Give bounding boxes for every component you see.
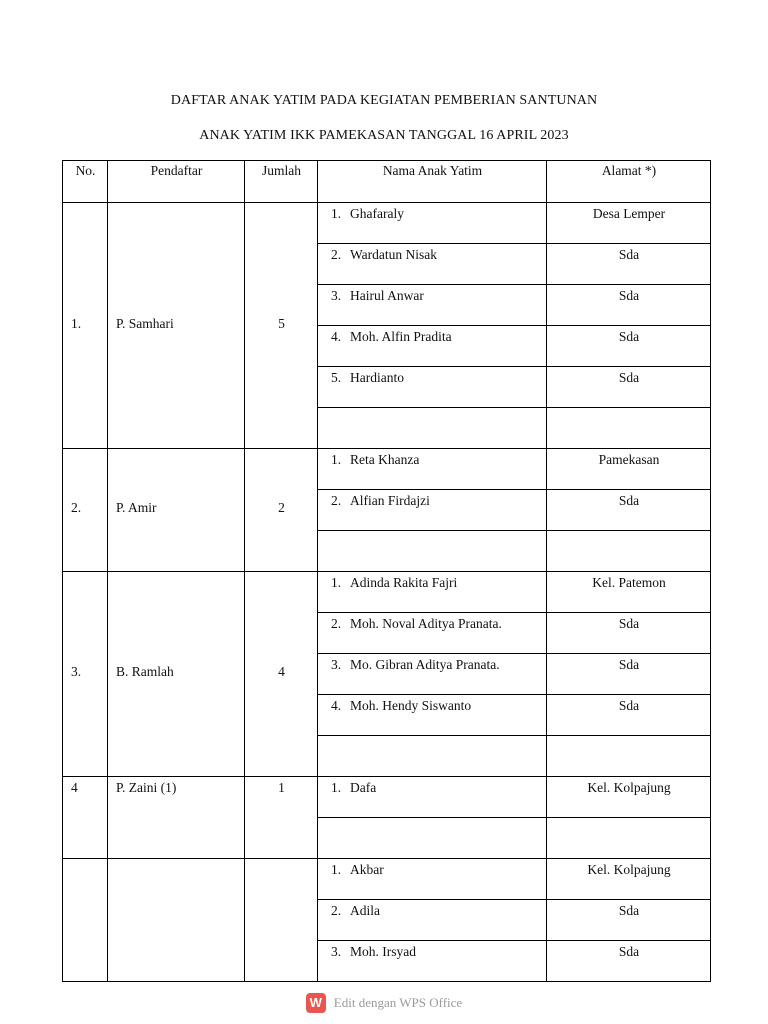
table-row (63, 572, 711, 613)
child-name: Adinda Rakita Fajri (350, 575, 458, 590)
child-alamat: Sda (618, 616, 640, 631)
group-pendaftar (108, 859, 244, 861)
header-nama-anak-label: Nama Anak Yatim (382, 163, 483, 178)
empty-alamat-cell (547, 408, 711, 449)
group-no: 3. (71, 664, 82, 679)
child-alamat: Sda (618, 698, 640, 713)
child-alamat-cell (547, 326, 711, 367)
child-alamat-cell (547, 572, 711, 613)
child-name-cell (318, 244, 547, 285)
group-pendaftar: P. Zaini (1) (116, 780, 177, 795)
child-alamat: Desa Lemper (592, 206, 666, 221)
group-jumlah-cell (245, 777, 318, 859)
group-jumlah: 5 (278, 315, 285, 331)
empty-alamat-cell (547, 736, 711, 777)
child-number: 2. (331, 903, 342, 918)
group-no: 4 (71, 780, 78, 795)
document-title: DAFTAR ANAK YATIM PADA KEGIATAN PEMBERIAN SANTUNAN (170, 93, 598, 108)
empty-name-cell (318, 818, 547, 859)
child-alamat-cell (547, 367, 711, 408)
group-no-cell (63, 572, 108, 777)
child-alamat-cell (547, 654, 711, 695)
child-number: 3. (331, 944, 342, 959)
child-name-cell (318, 900, 547, 941)
header-no (63, 161, 108, 203)
child-alamat-cell (547, 490, 711, 531)
empty-alamat-cell (547, 531, 711, 572)
table-row (63, 859, 711, 900)
child-alamat: Sda (618, 288, 640, 303)
child-alamat-cell (547, 285, 711, 326)
group-pendaftar-cell (108, 572, 245, 777)
child-name-cell (318, 777, 547, 818)
child-number: 5. (331, 370, 342, 385)
child-name: Hardianto (350, 370, 404, 385)
child-name: Alfian Firdajzi (350, 493, 430, 508)
group-pendaftar-cell (108, 449, 245, 572)
child-name-cell (318, 490, 547, 531)
table-row (63, 203, 711, 244)
child-number: 2. (331, 493, 342, 508)
group-jumlah-cell (245, 449, 318, 572)
header-alamat-label: Alamat *) (601, 163, 657, 178)
child-name-cell (318, 859, 547, 900)
table-row (63, 777, 711, 818)
child-name-cell (318, 367, 547, 408)
child-alamat: Sda (618, 370, 640, 385)
empty-alamat-cell (547, 818, 711, 859)
child-number: 1. (331, 862, 342, 877)
child-name: Dafa (350, 780, 377, 795)
child-name-cell (318, 449, 547, 490)
header-jumlah-label: Jumlah (262, 163, 301, 178)
child-name-cell (318, 326, 547, 367)
child-name-cell (318, 654, 547, 695)
wps-footer-text: Edit dengan WPS Office (333, 995, 463, 1010)
child-alamat: Sda (618, 329, 640, 344)
child-name: Mo. Gibran Aditya Pranata. (350, 657, 500, 672)
child-name: Wardatun Nisak (350, 247, 438, 262)
child-alamat: Pamekasan (598, 452, 660, 467)
child-alamat-cell (547, 941, 711, 982)
child-alamat: Kel. Patemon (592, 575, 666, 590)
wps-office-icon: W (306, 993, 326, 1013)
child-alamat: Kel. Kolpajung (587, 862, 671, 877)
child-number: 1. (331, 780, 342, 795)
child-name: Moh. Irsyad (350, 944, 416, 959)
child-name: Moh. Alfin Pradita (350, 329, 452, 344)
child-alamat: Sda (618, 657, 640, 672)
child-alamat-cell (547, 449, 711, 490)
child-number: 1. (331, 206, 342, 221)
group-no: 2. (71, 500, 82, 515)
table-row (63, 449, 711, 490)
table-header-row (63, 161, 711, 203)
child-number: 4. (331, 698, 342, 713)
group-no: 1. (71, 315, 82, 331)
header-pendaftar (108, 161, 245, 203)
empty-name-cell (318, 408, 547, 449)
group-jumlah: 4 (278, 664, 285, 679)
child-number: 1. (331, 575, 342, 590)
group-jumlah (245, 859, 317, 861)
child-number: 3. (331, 288, 342, 303)
group-no-cell (63, 777, 108, 859)
child-name: Hairul Anwar (350, 288, 424, 303)
header-jumlah (245, 161, 318, 203)
child-name: Reta Khanza (350, 452, 420, 467)
group-pendaftar-cell (108, 859, 245, 982)
group-pendaftar: P. Samhari (116, 315, 174, 331)
empty-name-cell (318, 531, 547, 572)
group-no-cell (63, 449, 108, 572)
group-pendaftar-cell (108, 777, 245, 859)
child-number: 3. (331, 657, 342, 672)
group-jumlah: 1 (278, 780, 285, 795)
child-name: Moh. Hendy Siswanto (350, 698, 472, 713)
group-no (63, 859, 107, 861)
child-alamat-cell (547, 777, 711, 818)
child-alamat-cell (547, 859, 711, 900)
child-number: 2. (331, 616, 342, 631)
child-name-cell (318, 941, 547, 982)
child-name-cell (318, 695, 547, 736)
child-name-cell (318, 613, 547, 654)
header-pendaftar-label: Pendaftar (150, 163, 203, 178)
child-number: 2. (331, 247, 342, 262)
header-nama-anak (318, 161, 547, 203)
child-alamat: Sda (618, 247, 640, 262)
group-no-cell (63, 203, 108, 449)
group-jumlah-cell (245, 203, 318, 449)
child-name-cell (318, 285, 547, 326)
child-name: Ghafaraly (350, 206, 404, 221)
group-pendaftar: P. Amir (116, 500, 157, 515)
child-number: 1. (331, 452, 342, 467)
child-alamat: Sda (618, 493, 640, 508)
child-number: 4. (331, 329, 342, 344)
group-no-cell (63, 859, 108, 982)
empty-name-cell (318, 736, 547, 777)
header-no-label: No. (75, 163, 96, 178)
child-name-cell (318, 572, 547, 613)
child-alamat-cell (547, 900, 711, 941)
group-jumlah: 2 (278, 500, 285, 515)
group-jumlah-cell (245, 572, 318, 777)
child-name: Akbar (350, 862, 384, 877)
child-name-cell (318, 203, 547, 244)
child-alamat-cell (547, 244, 711, 285)
child-alamat-cell (547, 203, 711, 244)
header-alamat (547, 161, 711, 203)
group-pendaftar-cell (108, 203, 245, 449)
child-name: Adila (350, 903, 380, 918)
child-name: Moh. Noval Aditya Pranata. (350, 616, 502, 631)
group-jumlah-cell (245, 859, 318, 982)
child-alamat: Kel. Kolpajung (587, 780, 671, 795)
wps-footer[interactable] (0, 993, 768, 1013)
document-subtitle: ANAK YATIM IKK PAMEKASAN TANGGAL 16 APRIL 2023 (199, 128, 569, 143)
child-alamat-cell (547, 695, 711, 736)
group-pendaftar: B. Ramlah (116, 664, 174, 679)
child-alamat-cell (547, 613, 711, 654)
child-alamat: Sda (618, 903, 640, 918)
orphan-list-table (62, 160, 711, 982)
child-alamat: Sda (618, 944, 640, 959)
